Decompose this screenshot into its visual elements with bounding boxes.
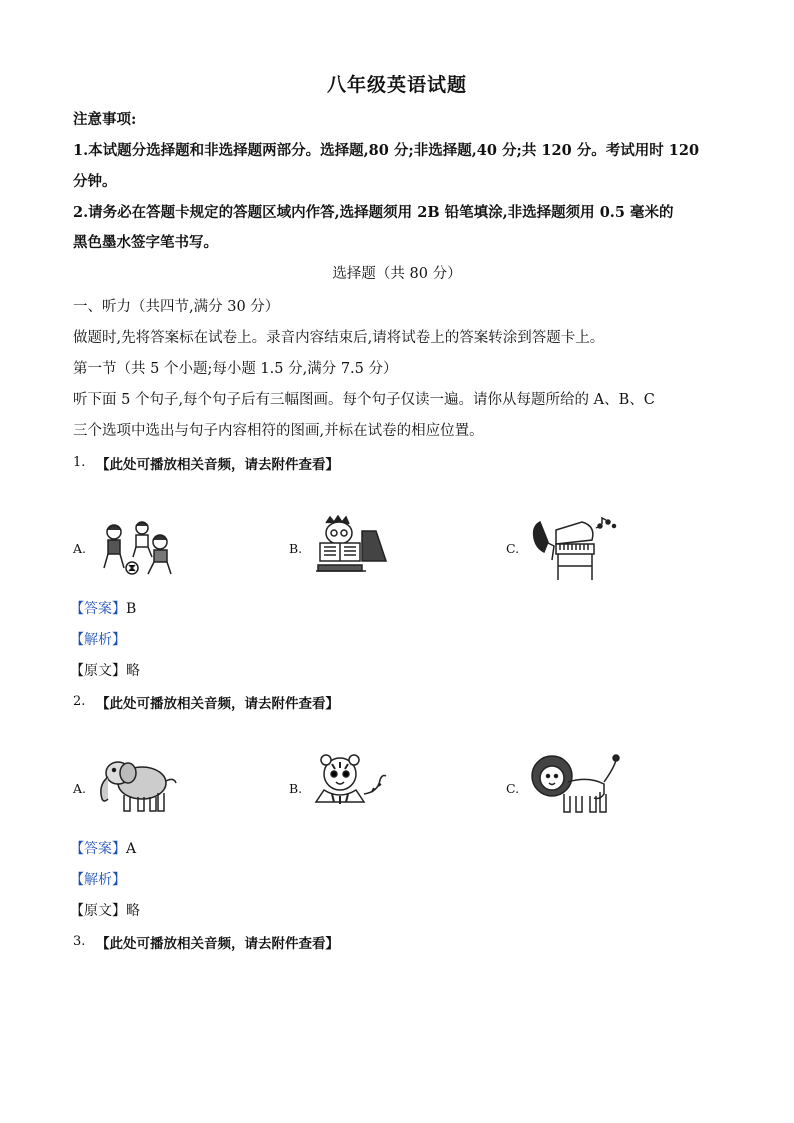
section-heading: 选择题（共 80 分） (332, 266, 462, 282)
notice-item-2-line-1: 2.请务必在答题卡规定的答题区域内作答,选择题须用 2B 铅笔填涂,非选择题须用 0.5 毫米的 (73, 204, 674, 221)
option-b-label: B. (289, 781, 303, 796)
original-tag: 【原文】 (70, 903, 126, 919)
notice-item-2-line-2: 黑色墨水签字笔书写。 (73, 234, 218, 251)
answer-line (70, 598, 136, 618)
option-a-label: A. (73, 781, 87, 796)
original-value: 略 (126, 663, 140, 679)
notice-item-1-line-1: 1.本试题分选择题和非选择题两部分。选择题,80 分;非选择题,40 分;共 120 分。考试用时 120 (73, 142, 700, 159)
question-number: 3. (73, 934, 86, 949)
analysis-line (70, 869, 126, 889)
answer-tag: 【答案】 (70, 841, 126, 857)
tiger-cub-icon (310, 754, 394, 812)
original-value: 略 (126, 903, 140, 919)
person-playing-piano-icon (528, 516, 618, 582)
answer-tag: 【答案】 (70, 601, 126, 617)
part1-heading: 一、听力（共四节,满分 30 分） (73, 299, 280, 315)
subsection1-heading: 第一节（共 5 个小题;每小题 1.5 分,满分 7.5 分） (73, 361, 398, 377)
boy-reading-book-icon (312, 515, 390, 577)
answer-value: A (126, 841, 137, 857)
page-title: 八年级英语试题 (326, 74, 467, 96)
option-c-label: C. (506, 541, 520, 556)
kids-playing-football-icon (96, 520, 184, 578)
audio-prompt[interactable]: 【此处可播放相关音频，请去附件查看】 (96, 457, 339, 473)
original-line (70, 660, 140, 680)
original-tag: 【原文】 (70, 663, 126, 679)
analysis-tag: 【解析】 (70, 632, 126, 648)
audio-prompt[interactable]: 【此处可播放相关音频，请去附件查看】 (96, 696, 339, 712)
part1-instruction: 做题时,先将答案标在试卷上。录音内容结束后,请将试卷上的答案转涂到答题卡上。 (73, 330, 605, 346)
analysis-line (70, 629, 126, 649)
analysis-tag: 【解析】 (70, 872, 126, 888)
notice-item-1-line-2: 分钟。 (73, 173, 117, 190)
option-b-label: B. (289, 541, 303, 556)
question-number: 1. (73, 455, 86, 470)
option-a-label: A. (73, 541, 87, 556)
original-line (70, 900, 140, 920)
answer-line (70, 838, 136, 858)
notice-heading: 注意事项: (73, 111, 137, 128)
elephant-icon (94, 755, 184, 817)
option-c-label: C. (506, 781, 520, 796)
subsection1-instruction-line-2: 三个选项中选出与句子内容相符的图画,并标在试卷的相应位置。 (73, 423, 484, 439)
audio-prompt[interactable]: 【此处可播放相关音频，请去附件查看】 (96, 936, 339, 952)
lion-icon (528, 752, 620, 818)
answer-value: B (126, 601, 137, 617)
subsection1-instruction-line-1: 听下面 5 个句子,每个句子后有三幅图画。每个句子仅读一遍。请你从每题所给的 A、B、C (73, 392, 655, 408)
question-number: 2. (73, 694, 86, 709)
